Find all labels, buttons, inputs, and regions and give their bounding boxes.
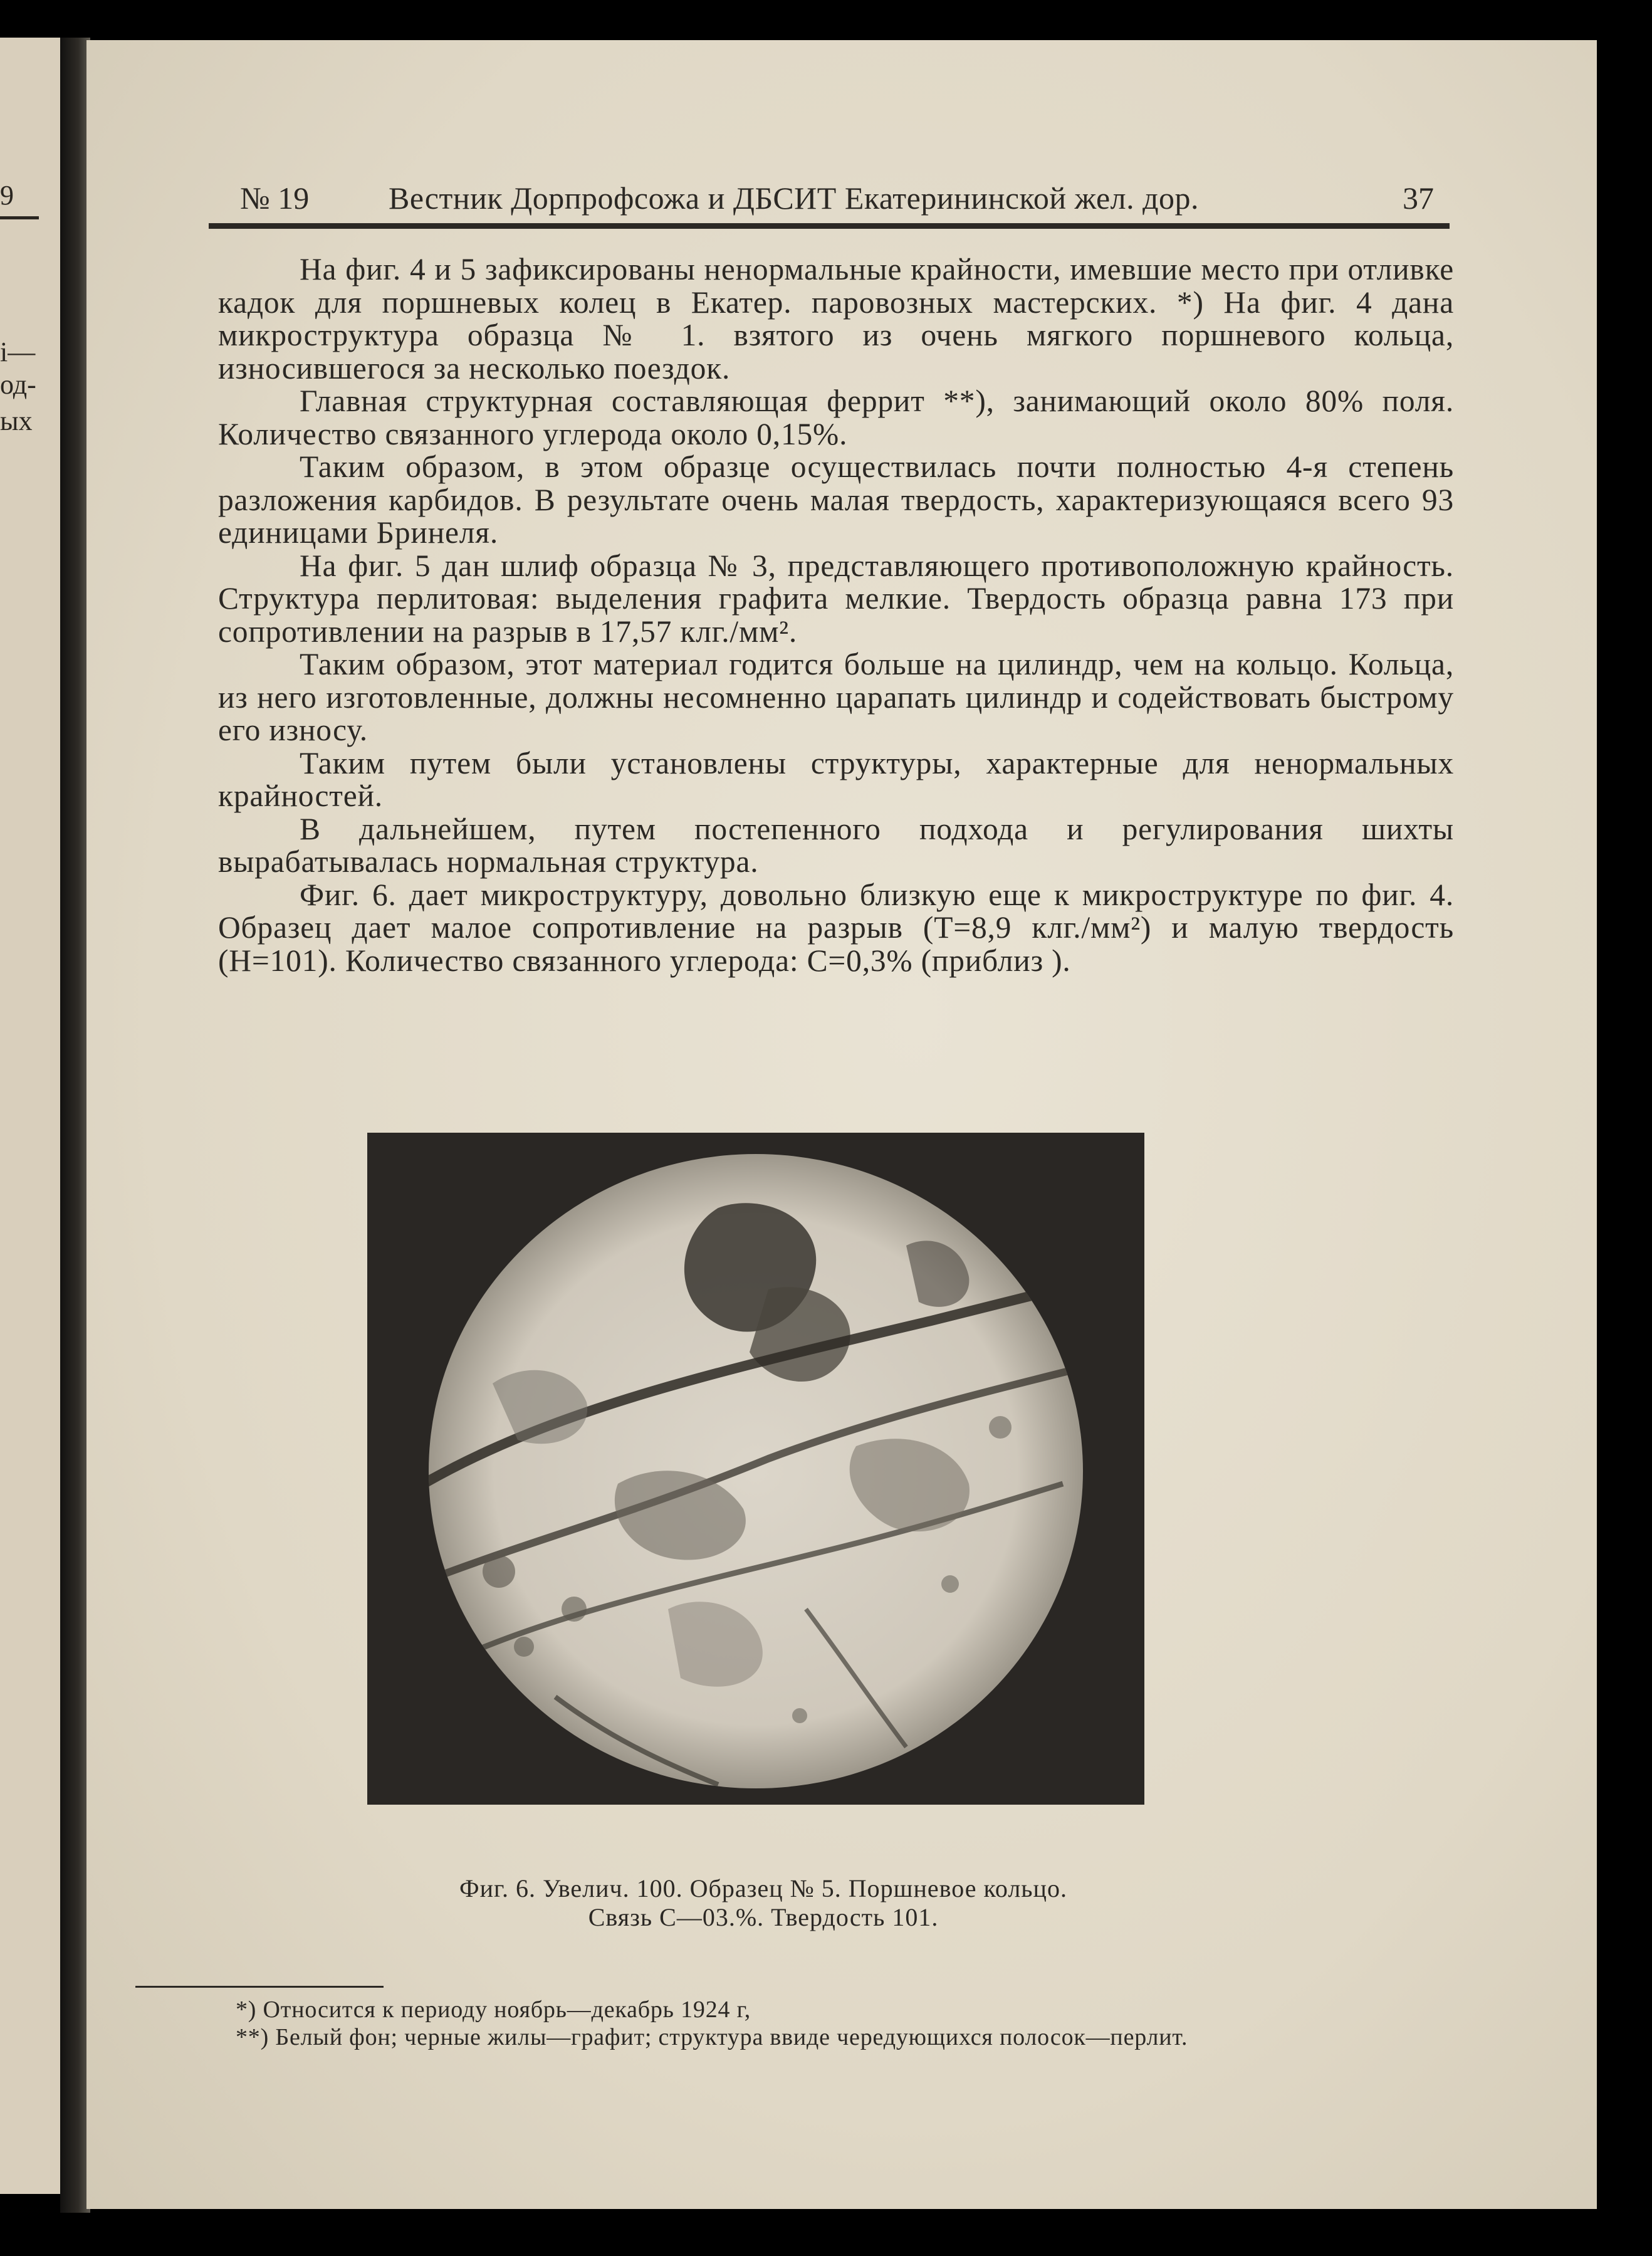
left-page-fragment-2: i— bbox=[0, 337, 36, 367]
running-header bbox=[159, 179, 1434, 217]
micrograph-figure bbox=[367, 1133, 1144, 1805]
footnote: **) Белый фон; черные жилы—графит; структура ввиде чередующихся полосок—перлит. bbox=[236, 2024, 1188, 2050]
caption-line-2: Связь C—03.%. Твердость 101. bbox=[588, 1903, 939, 1931]
paragraph: В дальнейшем, путем постепенного подхода и регулирования шихты вырабатывалась нормальная структура. bbox=[218, 811, 1454, 879]
page-number: 37 bbox=[1403, 181, 1434, 216]
paragraph: Таким путем были установлены структуры, характерные для ненормальных крайностей. bbox=[218, 745, 1454, 813]
figure-caption bbox=[293, 1874, 1233, 1932]
paragraph: На фиг. 5 дан шлиф образца № 3, представляющего противоположную крайность. Структура перлитовая: выделения графита мелкие. Твердость образца равна 173 при сопротивлении на разрыв в 17,57 клг./мм². bbox=[218, 548, 1454, 649]
footnote-rule bbox=[135, 1986, 384, 1988]
left-page-fragment-3: од- bbox=[0, 369, 36, 400]
header-rule bbox=[209, 223, 1450, 229]
footnote: *) Относится к периоду ноябрь—декабрь 1924 г, bbox=[236, 1996, 751, 2023]
paragraph: Главная структурная составляющая феррит **), занимающий около 80% поля. Количество связанного углерода около 0,15%. bbox=[218, 384, 1454, 451]
micrograph-image bbox=[367, 1133, 1144, 1805]
book-spine-shadow bbox=[60, 38, 90, 2213]
caption-line-1: Фиг. 6. Увелич. 100. Образец № 5. Поршневое кольцо. bbox=[459, 1874, 1067, 1902]
adjacent-page-edge bbox=[0, 38, 63, 2194]
paragraph: Таким образом, в этом образце осуществилась почти полностью 4-я степень разложения карбидов. В результате очень малая твердость, характеризующаяся всего 93 единицами Бринеля. bbox=[218, 449, 1454, 550]
left-page-fragment-1: 9 bbox=[0, 180, 14, 211]
article-body bbox=[218, 253, 1454, 977]
left-page-rule bbox=[0, 216, 39, 219]
left-page-fragment-4: ых bbox=[0, 406, 33, 436]
paragraph: На фиг. 4 и 5 зафиксированы ненормальные крайности, имевшие место при отливке кадок для поршневых колец в Екатер. паровозных мастерских. *) На фиг. 4 дана микроструктура образца № 1. взятого из очень мягкого поршневого кольца, износившегося за несколько поездок. bbox=[218, 252, 1454, 386]
paragraph: Фиг. 6. дает микроструктуру, довольно близкую еще к микроструктуре по фиг. 4. Образец дает малое сопротивление на разрыв (T=8,9 клг./мм²) и малую твердость (H=101). Количество связанного углерода: C=0,3% (приблиз ). bbox=[218, 877, 1454, 978]
journal-title: Вестник Дорпрофсожа и ДБСИТ Екатерининской жел. дор. bbox=[389, 181, 1200, 216]
footnotes bbox=[135, 1996, 1445, 2051]
issue-number: № 19 bbox=[240, 181, 310, 216]
paragraph: Таким образом, этот материал годится больше на цилиндр, чем на кольцо. Кольца, из него изготовленные, должны несомненно царапать цилиндр и содействовать быстрому его износу. bbox=[218, 647, 1454, 747]
journal-page bbox=[86, 40, 1597, 2209]
